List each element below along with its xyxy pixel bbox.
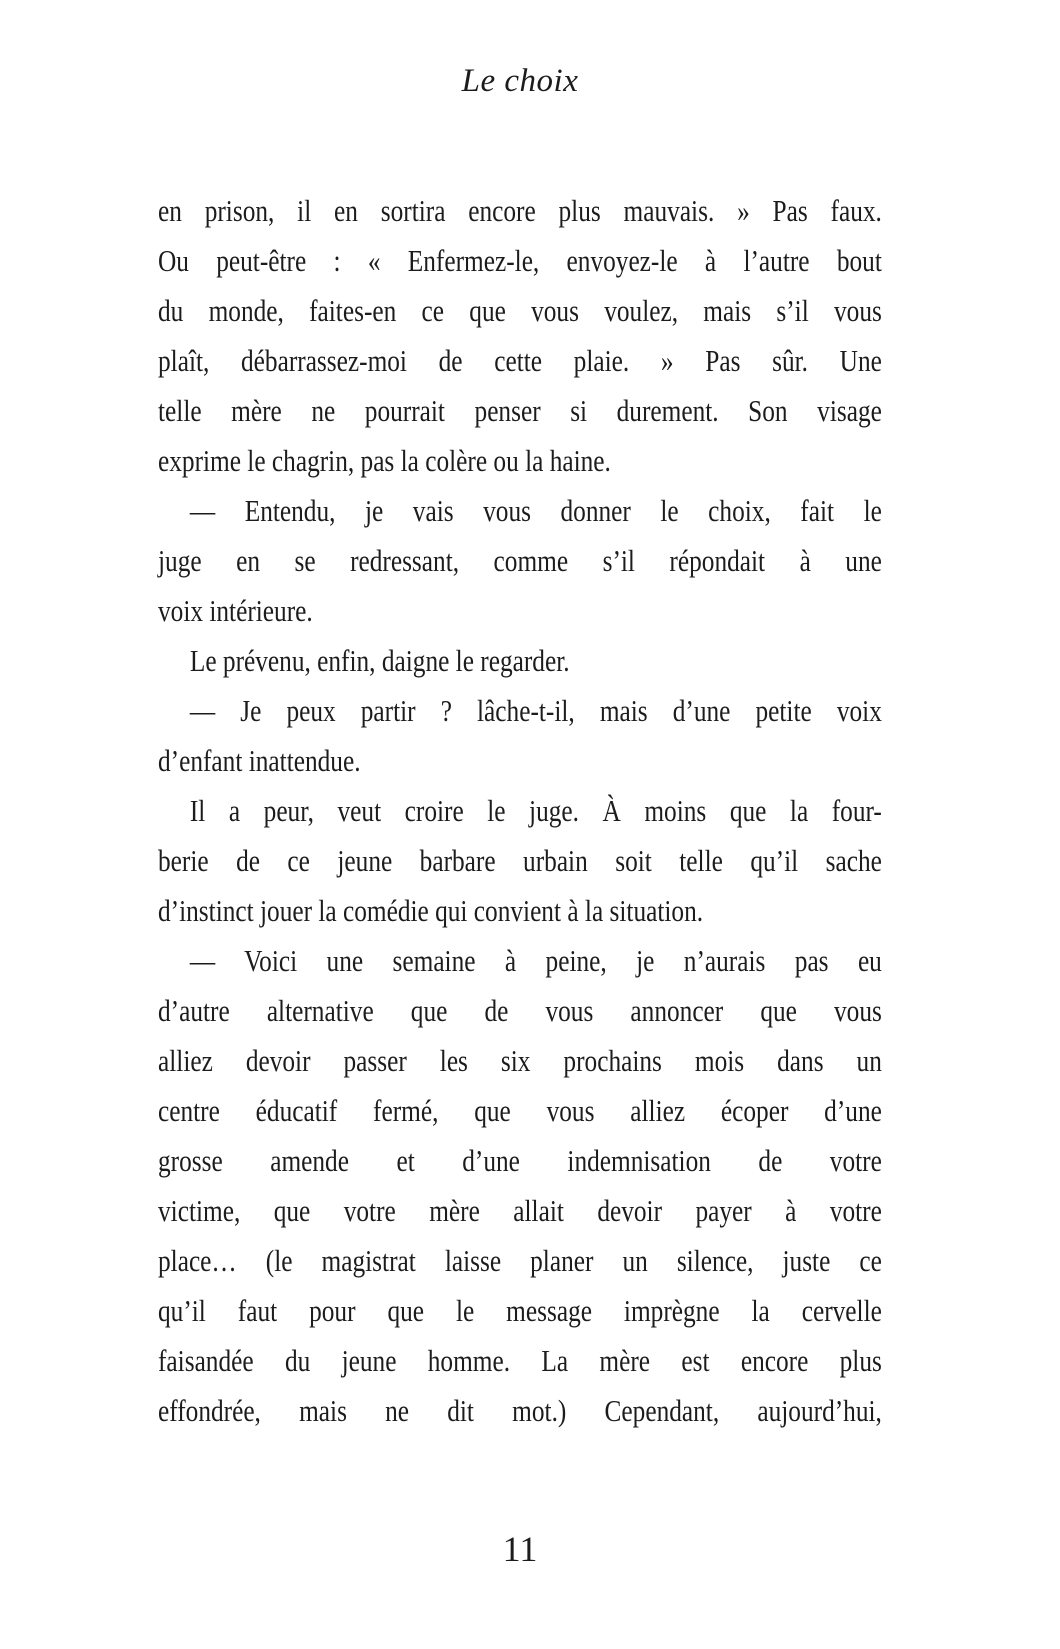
text-line: — Voici une semaine à peine, je n’aurais pas eu bbox=[189, 943, 882, 978]
text-line: en prison, il en sortira encore plus mauvais. » Pas faux. bbox=[158, 193, 882, 228]
page-number: 11 bbox=[502, 1529, 538, 1569]
text-line: — Je peux partir ? lâche-t-il, mais d’une petite voix bbox=[189, 693, 882, 728]
text-line: juge en se redressant, comme s’il répondait à une bbox=[158, 543, 882, 578]
text-line: effondrée, mais ne dit mot.) Cependant, aujourd’hui, bbox=[158, 1393, 882, 1428]
page-body-text bbox=[158, 186, 882, 1436]
text-line: berie de ce jeune barbare urbain soit telle qu’il sache bbox=[158, 843, 882, 878]
text-line: grosse amende et d’une indemnisation de votre bbox=[158, 1143, 882, 1178]
text-line: d’enfant inattendue. bbox=[158, 743, 361, 778]
text-line: qu’il faut pour que le message imprègne la cervelle bbox=[158, 1293, 882, 1328]
running-header: Le choix bbox=[461, 63, 579, 99]
text-line: centre éducatif fermé, que vous alliez écoper d’une bbox=[158, 1093, 882, 1128]
text-line: alliez devoir passer les six prochains mois dans un bbox=[158, 1043, 882, 1078]
text-line: d’instinct jouer la comédie qui convient à la situation. bbox=[158, 893, 704, 928]
text-line: Le prévenu, enfin, daigne le regarder. bbox=[189, 643, 570, 678]
text-line: place… (le magistrat laisse planer un silence, juste ce bbox=[158, 1243, 882, 1278]
text-line: — Entendu, je vais vous donner le choix, fait le bbox=[189, 493, 882, 528]
text-line: plaît, débarrassez-moi de cette plaie. » Pas sûr. Une bbox=[158, 343, 882, 378]
text-line: telle mère ne pourrait penser si durement. Son visage bbox=[158, 393, 882, 428]
text-line: faisandée du jeune homme. La mère est encore plus bbox=[158, 1343, 882, 1378]
text-line: du monde, faites-en ce que vous voulez, mais s’il vous bbox=[158, 293, 882, 328]
text-line: victime, que votre mère allait devoir payer à votre bbox=[158, 1193, 882, 1228]
text-line: d’autre alternative que de vous annoncer que vous bbox=[158, 993, 882, 1028]
text-line: voix intérieure. bbox=[158, 593, 313, 628]
text-line: Ou peut-être : « Enfermez-le, envoyez-le à l’autre bout bbox=[158, 243, 882, 278]
text-line: exprime le chagrin, pas la colère ou la haine. bbox=[158, 443, 611, 478]
text-line: Il a peur, veut croire le juge. À moins que la four- bbox=[189, 793, 882, 828]
